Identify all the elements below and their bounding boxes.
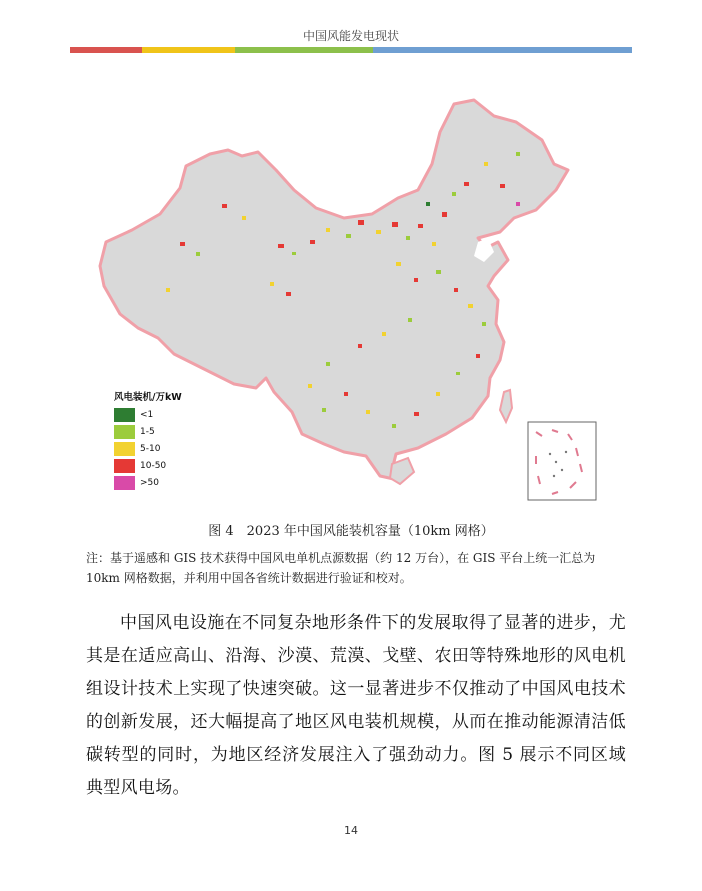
- capacity-cell: [406, 236, 410, 240]
- legend-swatch: [114, 425, 135, 439]
- capacity-cell: [484, 162, 488, 166]
- capacity-cell: [286, 292, 291, 296]
- legend-swatch: [114, 476, 135, 490]
- capacity-cell: [414, 412, 419, 416]
- capacity-cell: [322, 408, 326, 412]
- capacity-cell: [376, 230, 381, 234]
- capacity-cell: [308, 384, 312, 388]
- legend-swatch: [114, 459, 135, 473]
- capacity-cell: [408, 318, 412, 322]
- capacity-cell: [366, 410, 370, 414]
- capacity-cell: [452, 192, 456, 196]
- capacity-cell: [418, 224, 423, 228]
- capacity-cell: [414, 278, 418, 282]
- capacity-cell: [326, 362, 330, 366]
- legend-item: [114, 457, 182, 474]
- legend-swatch: [114, 442, 135, 456]
- capacity-cell: [310, 240, 315, 244]
- legend-label: 5-10: [140, 443, 161, 454]
- capacity-cell: [242, 216, 246, 220]
- capacity-cell: [436, 270, 441, 274]
- taiwan-shape: [500, 390, 512, 422]
- legend-item: [114, 423, 182, 440]
- legend-item: [114, 406, 182, 423]
- capacity-cell: [442, 212, 447, 217]
- capacity-cell: [464, 182, 469, 186]
- capacity-cell: [396, 262, 401, 266]
- header-color-bar: [70, 47, 632, 53]
- header-title: 中国风能发电现状: [302, 29, 399, 43]
- legend-label: 10-50: [140, 460, 167, 471]
- color-bar-segment-red: [70, 47, 142, 53]
- capacity-cell: [500, 184, 505, 188]
- color-bar-segment-yellow: [142, 47, 235, 53]
- capacity-cell: [392, 222, 398, 227]
- capacity-cell: [358, 344, 362, 348]
- legend-label: <1: [140, 409, 154, 420]
- color-bar-segment-green: [235, 47, 373, 53]
- map-legend: [114, 389, 182, 491]
- capacity-cell: [166, 288, 170, 292]
- capacity-cell: [516, 202, 520, 206]
- legend-label: 1-5: [140, 426, 155, 437]
- capacity-cell: [346, 234, 351, 238]
- capacity-cell: [426, 202, 430, 206]
- capacity-cell: [468, 304, 473, 308]
- capacity-cell: [392, 424, 396, 428]
- capacity-cell: [382, 332, 386, 336]
- page-number: 14: [344, 824, 358, 837]
- capacity-cell: [436, 392, 440, 396]
- capacity-cell: [344, 392, 348, 396]
- legend-item: [114, 440, 182, 457]
- capacity-cell: [456, 372, 460, 375]
- legend-title: 风电装机/万kW: [114, 392, 182, 403]
- capacity-cell: [292, 252, 296, 255]
- capacity-cell: [326, 228, 330, 232]
- legend-label: >50: [140, 477, 159, 488]
- capacity-cell: [432, 242, 436, 246]
- legend-swatch: [114, 408, 135, 422]
- capacity-cell: [516, 152, 520, 156]
- body-paragraph: 中国风电设施在不同复杂地形条件下的发展取得了显著的进步，尤其是在适应高山、沿海、沙漠、荒漠、戈壁、农田等特殊地形的风电机组设计技术上实现了快速突破。这一显著进步不仅推动了中国风电技术的创新发展，还大幅提高了地区风电装机规模，从而在推动能源清洁低碳转型的同时，为地区经济发展注入了强劲动力。图 5 展示不同区域典型风电场。: [86, 613, 626, 798]
- capacity-cell: [358, 220, 364, 225]
- capacity-cell: [222, 204, 227, 208]
- capacity-cell: [196, 252, 200, 256]
- color-bar-segment-blue: [373, 47, 632, 53]
- capacity-cell: [278, 244, 284, 248]
- figure-note: 注：基于遥感和 GIS 技术获得中国风电单机点源数据（约 12 万台），在 GIS 平台上统一汇总为 10km 网格数据，并利用中国各省统计数据进行验证和校对。: [86, 551, 596, 585]
- legend-item: [114, 474, 182, 491]
- capacity-cell: [476, 354, 480, 358]
- capacity-cell: [482, 322, 486, 326]
- figure-caption: 图 4 2023 年中国风能装机容量（10km 网格）: [208, 524, 494, 539]
- capacity-cell: [270, 282, 274, 286]
- capacity-cell: [454, 288, 458, 292]
- capacity-cell: [180, 242, 185, 246]
